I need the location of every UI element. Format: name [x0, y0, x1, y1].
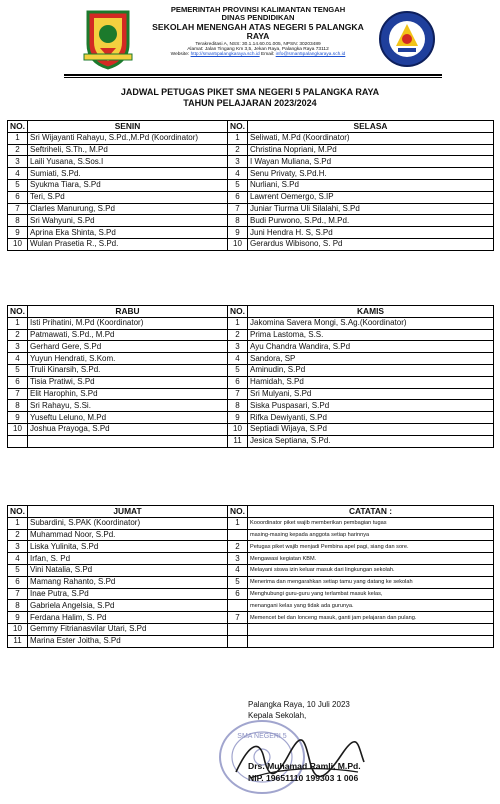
website-label: Website:: [170, 52, 190, 58]
row-number-right: 7: [228, 203, 248, 215]
table-row: [8, 353, 494, 365]
principal-nip: NIP. 19651110 199303 1 006: [248, 773, 359, 783]
name-cell-right: Prima Lastoma, S.S.: [248, 329, 494, 341]
name-cell-left: Vini Natalia, S.Pd: [28, 564, 228, 576]
row-number-left: 4: [8, 353, 28, 365]
name-cell-left: [28, 435, 228, 447]
name-cell-right: Rifka Dewiyanti, S.Pd: [248, 412, 494, 424]
note-cell: Memencet bel dan lonceng masuk, ganti jam pelajaran dan pulang.: [248, 612, 494, 624]
name-cell-right: Juniar Tiurma Uli Silalahi, S.Pd: [248, 203, 494, 215]
note-number: 4: [228, 564, 248, 576]
row-number-right: 4: [228, 353, 248, 365]
table-row: [8, 435, 494, 447]
name-cell-right: Nurliani, S.Pd: [248, 179, 494, 191]
row-number-left: 5: [8, 564, 28, 576]
row-number-right: 5: [228, 364, 248, 376]
name-cell-left: Sumiati, S.Pd.: [28, 168, 228, 180]
principal-name: Drs. Muhamad Ramli, M.Pd.: [248, 761, 361, 771]
row-number-right: 1: [228, 132, 248, 144]
note-number: 7: [228, 612, 248, 624]
name-cell-left: Joshua Prayoga, S.Pd: [28, 423, 228, 435]
row-number-left: 3: [8, 156, 28, 168]
table-row: [8, 564, 494, 576]
column-header-no: NO.: [8, 506, 28, 518]
name-cell-left: Subardini, S.PAK (Koordinator): [28, 517, 228, 529]
document-subtitle: TAHUN PELAJARAN 2023/2024: [183, 98, 317, 108]
column-header-no: NO.: [228, 506, 248, 518]
note-cell: Melayani siswa izin keluar masuk dari lingkungan sekolah.: [248, 564, 494, 576]
note-number: [228, 529, 248, 541]
name-cell-left: Seftriheli, S.Th., M.Pd: [28, 144, 228, 156]
table-row: [8, 179, 494, 191]
name-cell-left: Wulan Prasetia R., S.Pd.: [28, 238, 228, 250]
name-cell-right: Jesica Septiana, S.Pd.: [248, 435, 494, 447]
stamp-text: SMA NEGERI 5: [237, 733, 287, 740]
column-header-wednesday: RABU: [28, 306, 228, 318]
header-line-agency: DINAS PENDIDIKAN: [221, 13, 295, 23]
row-number-right: 9: [228, 227, 248, 239]
header-line-address: Alamat: Jalan Tingang Km 3,5, Jekan Raya, Palangka Raya 73112: [187, 46, 329, 52]
row-number-left: 2: [8, 144, 28, 156]
row-number-left: 1: [8, 517, 28, 529]
name-cell-right: Gerardus Wibisono, S. Pd: [248, 238, 494, 250]
column-header-notes: CATATAN :: [248, 506, 494, 518]
row-number-right: 5: [228, 179, 248, 191]
table-row: [8, 400, 494, 412]
row-number-left: 5: [8, 179, 28, 191]
name-cell-right: Septiadi Wijaya, S.Pd: [248, 423, 494, 435]
column-header-no: NO.: [228, 121, 248, 133]
schedule-table-monday-tuesday: [7, 120, 494, 251]
row-number-left: [8, 435, 28, 447]
name-cell-left: Isti Prihatini, M.Pd (Koordinator): [28, 317, 228, 329]
name-cell-left: Syukma Tiara, S.Pd: [28, 179, 228, 191]
name-cell-left: Yuseftu Leluno, M.Pd: [28, 412, 228, 424]
row-number-right: 10: [228, 423, 248, 435]
table-row: [8, 227, 494, 239]
header-line-accreditation: Terakreditasi A, NSS: 30.1.14.60.01.005, NPSN: 30203489: [195, 41, 321, 47]
row-number-left: 4: [8, 168, 28, 180]
note-cell: Mengawasi kegiatan KBM.: [248, 553, 494, 565]
column-header-no: NO.: [228, 306, 248, 318]
row-number-right: 10: [228, 238, 248, 250]
name-cell-left: Aprina Eka Shinta, S.Pd: [28, 227, 228, 239]
table-row: [8, 588, 494, 600]
name-cell-right: Siska Puspasari, S.Pd: [248, 400, 494, 412]
provincial-emblem-logo: [80, 8, 136, 70]
row-number-left: 4: [8, 553, 28, 565]
name-cell-left: Marina Ester Joitha, S.Pd: [28, 635, 228, 647]
name-cell-left: Liska Yulinita, S.Pd: [28, 541, 228, 553]
table-row: [8, 376, 494, 388]
column-header-friday: JUMAT: [28, 506, 228, 518]
header-line-province: PEMERINTAH PROVINSI KALIMANTAN TENGAH: [170, 5, 346, 14]
note-number: 2: [228, 541, 248, 553]
note-number: 1: [228, 517, 248, 529]
row-number-right: 8: [228, 400, 248, 412]
table-row: [8, 132, 494, 144]
row-number-left: 10: [8, 238, 28, 250]
table-row: [8, 623, 494, 635]
table-row: [8, 144, 494, 156]
name-cell-left: Patmawati, S.Pd., M.Pd: [28, 329, 228, 341]
table-row: [8, 317, 494, 329]
row-number-right: 6: [228, 191, 248, 203]
schedule-table-wednesday-thursday: [7, 305, 494, 448]
row-number-right: 2: [228, 329, 248, 341]
table-row: [8, 364, 494, 376]
table-row: [8, 388, 494, 400]
row-number-left: 6: [8, 576, 28, 588]
name-cell-right: Budi Purwono, S.Pd., M.Pd.: [248, 215, 494, 227]
row-number-left: 8: [8, 400, 28, 412]
note-cell: menangani kelas yang tidak ada gurunya.: [248, 600, 494, 612]
header-line-school: SEKOLAH MENENGAH ATAS NEGERI 5 PALANGKA RAYA: [152, 21, 364, 42]
table-row: [8, 215, 494, 227]
table-row: [8, 635, 494, 647]
letterhead: [0, 0, 500, 76]
name-cell-right: Seliwati, M.Pd (Koordinator): [248, 132, 494, 144]
row-number-left: 3: [8, 541, 28, 553]
name-cell-right: Juni Hendra H. S, S.Pd: [248, 227, 494, 239]
note-cell: Menghubungi guru-guru yang terlambat masuk kelas,: [248, 588, 494, 600]
signature-place-date: Palangka Raya, 10 Juli 2023: [248, 700, 350, 709]
name-cell-left: Truli Kinarsih, S.Pd.: [28, 364, 228, 376]
row-number-left: 11: [8, 635, 28, 647]
row-number-left: 10: [8, 423, 28, 435]
name-cell-right: Jakomina Savera Mongi, S.Ag.(Koordinator): [248, 317, 494, 329]
email-label: Email:: [261, 52, 275, 58]
row-number-left: 8: [8, 215, 28, 227]
document-title: JADWAL PETUGAS PIKET SMA NEGERI 5 PALANGKA RAYA: [120, 87, 380, 97]
name-cell-right: Aminudin, S.Pd: [248, 364, 494, 376]
column-header-no: NO.: [8, 306, 28, 318]
row-number-left: 1: [8, 132, 28, 144]
name-cell-left: Muhammad Noor, S.Pd.: [28, 529, 228, 541]
row-number-left: 6: [8, 376, 28, 388]
table-row: [8, 203, 494, 215]
row-number-left: 8: [8, 600, 28, 612]
row-number-right: 1: [228, 317, 248, 329]
letterhead-divider-thick: [64, 74, 442, 76]
header-line-contact: [140, 52, 376, 57]
row-number-left: 10: [8, 623, 28, 635]
row-number-left: 9: [8, 227, 28, 239]
name-cell-right: Hamidah, S.Pd: [248, 376, 494, 388]
table-row: [8, 168, 494, 180]
row-number-left: 1: [8, 317, 28, 329]
table-row: [8, 156, 494, 168]
note-cell: [248, 623, 494, 635]
table-row: [8, 423, 494, 435]
letterhead-text: [140, 6, 376, 57]
row-number-right: 2: [228, 144, 248, 156]
row-number-right: 11: [228, 435, 248, 447]
row-number-left: 5: [8, 364, 28, 376]
note-number: 6: [228, 588, 248, 600]
name-cell-left: Ferdana Halim, S. Pd: [28, 612, 228, 624]
name-cell-right: Sri Mulyani, S.Pd: [248, 388, 494, 400]
table-row: [8, 329, 494, 341]
website-link[interactable]: http://sman5palangkaraya.sch.id: [190, 52, 260, 58]
table-row: [8, 341, 494, 353]
signature-position: Kepala Sekolah,: [248, 711, 307, 720]
row-number-left: 6: [8, 191, 28, 203]
note-cell: Petugas piket wajib menjadi Pembina apel pagi, siang dan sore.: [248, 541, 494, 553]
row-number-left: 3: [8, 341, 28, 353]
name-cell-left: Elit Harophin, S.Pd: [28, 388, 228, 400]
name-cell-right: I Wayan Muliana, S.Pd: [248, 156, 494, 168]
row-number-left: 7: [8, 388, 28, 400]
row-number-left: 7: [8, 588, 28, 600]
note-cell: masing-masing kepada anggota setiap harinnya: [248, 529, 494, 541]
row-number-right: 6: [228, 376, 248, 388]
name-cell-left: Irfan, S. Pd: [28, 553, 228, 565]
row-number-right: 8: [228, 215, 248, 227]
row-number-left: 7: [8, 203, 28, 215]
column-header-monday: SENIN: [28, 121, 228, 133]
name-cell-left: Laili Yusana, S.Sos.I: [28, 156, 228, 168]
name-cell-right: Senu Privaty, S.Pd.H.: [248, 168, 494, 180]
row-number-left: 2: [8, 529, 28, 541]
name-cell-right: Christina Nopriani, M.Pd: [248, 144, 494, 156]
note-number: [228, 623, 248, 635]
row-number-left: 9: [8, 412, 28, 424]
name-cell-left: Clarles Manurung, S.Pd: [28, 203, 228, 215]
name-cell-right: Ayu Chandra Wandira, S.Pd: [248, 341, 494, 353]
table-row: [8, 529, 494, 541]
email-link[interactable]: info@sman5palangkaraya.sch.id: [275, 52, 346, 58]
table-row: [8, 612, 494, 624]
row-number-left: 9: [8, 612, 28, 624]
name-cell-left: Gerhard Gere, S.Pd: [28, 341, 228, 353]
table-row: [8, 517, 494, 529]
table-row: [8, 553, 494, 565]
row-number-right: 3: [228, 156, 248, 168]
column-header-no: NO.: [8, 121, 28, 133]
name-cell-left: Gabriela Angelsia, S.Pd: [28, 600, 228, 612]
name-cell-right: Lawrent Oemergo, S.IP: [248, 191, 494, 203]
note-cell: Kooordinator piket wajib memberikan pembagian tugas: [248, 517, 494, 529]
table-row: [8, 191, 494, 203]
schedule-table-friday-notes: [7, 505, 494, 648]
name-cell-left: Inae Putra, S.Pd: [28, 588, 228, 600]
name-cell-left: Gemmy Fitrianasvilar Utari, S.Pd: [28, 623, 228, 635]
note-cell: [248, 635, 494, 647]
name-cell-left: Tisia Pratiwi, S.Pd: [28, 376, 228, 388]
name-cell-right: Sandora, SP: [248, 353, 494, 365]
row-number-right: 9: [228, 412, 248, 424]
note-number: [228, 635, 248, 647]
row-number-right: 4: [228, 168, 248, 180]
row-number-left: 2: [8, 329, 28, 341]
name-cell-left: Sri Wahyuni, S.Pd: [28, 215, 228, 227]
table-row: [8, 412, 494, 424]
table-row: [8, 541, 494, 553]
name-cell-left: Sri Rahayu, S.Si.: [28, 400, 228, 412]
note-number: 5: [228, 576, 248, 588]
name-cell-left: Yuyun Hendrati, S.Kom.: [28, 353, 228, 365]
note-number: [228, 600, 248, 612]
table-row: [8, 600, 494, 612]
name-cell-left: Teri, S.Pd: [28, 191, 228, 203]
table-row: [8, 238, 494, 250]
column-header-tuesday: SELASA: [248, 121, 494, 133]
note-cell: Menerima dan mengarahkan setiap tamu yang datang ke sekolah: [248, 576, 494, 588]
letterhead-divider-thin: [64, 77, 442, 78]
name-cell-left: Sri Wijayanti Rahayu, S.Pd.,M.Pd (Koordinator): [28, 132, 228, 144]
name-cell-left: Mamang Rahanto, S.Pd: [28, 576, 228, 588]
note-number: 3: [228, 553, 248, 565]
table-row: [8, 576, 494, 588]
school-logo: [378, 10, 436, 68]
column-header-thursday: KAMIS: [248, 306, 494, 318]
row-number-right: 7: [228, 388, 248, 400]
row-number-right: 3: [228, 341, 248, 353]
